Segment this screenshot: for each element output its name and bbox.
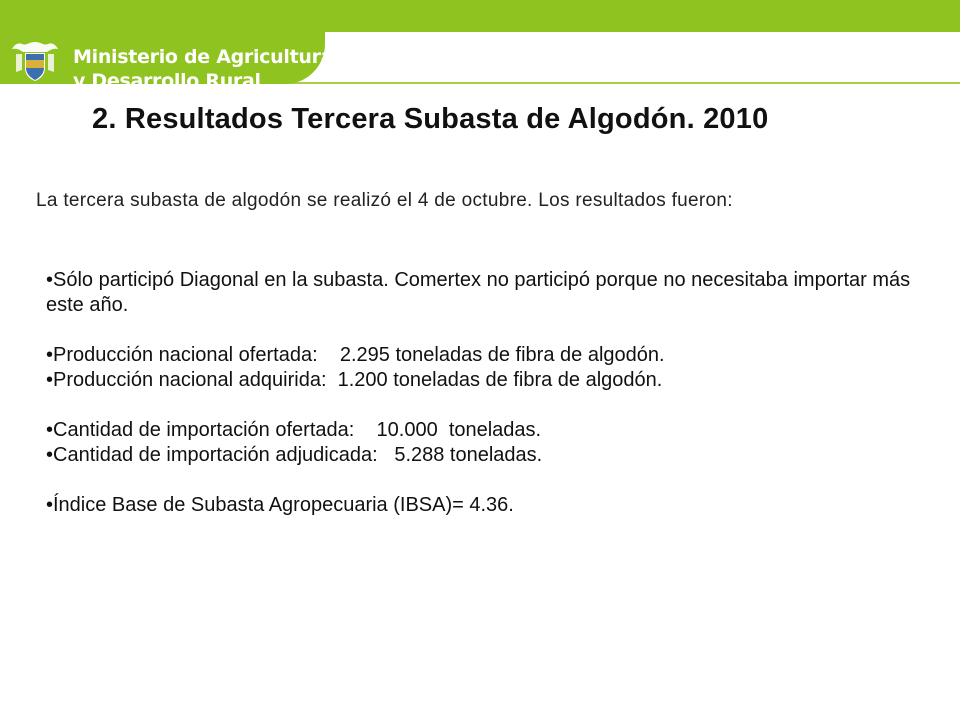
list-spacer [46,393,926,418]
list-spacer [46,318,926,343]
slide-title: 2. Resultados Tercera Subasta de Algodón. 2010 [92,103,769,135]
list-item-import-awarded: •Cantidad de importación adjudicada: 5.288 toneladas. [46,444,543,466]
ministry-name-line1: Ministerio de Agricultura [73,46,334,68]
list-item-ibsa: •Índice Base de Subasta Agropecuaria (IBSA)= 4.36. [46,494,514,516]
crest-caption: Libertad y Orden [11,89,59,95]
intro-paragraph: La tercera subasta de algodón se realizó el 4 de octubre. Los resultados fueron: [36,190,733,211]
list-item-import-offered: •Cantidad de importación ofertada: 10.000 toneladas. [46,419,542,441]
ministry-banner [0,18,334,95]
list-item-national-offered: •Producción nacional ofertada: 2.295 toneladas de fibra de algodón. [46,344,665,366]
list-spacer [46,468,926,493]
ministry-name-line2: y Desarrollo Rural [73,70,261,92]
results-list [46,268,926,518]
list-item-participation: •Sólo participó Diagonal en la subasta. Comertex no participó porque no necesitaba importar más este año. [46,269,911,316]
coat-of-arms-icon [6,38,64,94]
list-item-national-acquired: •Producción nacional adquirida: 1.200 toneladas de fibra de algodón. [46,369,663,391]
